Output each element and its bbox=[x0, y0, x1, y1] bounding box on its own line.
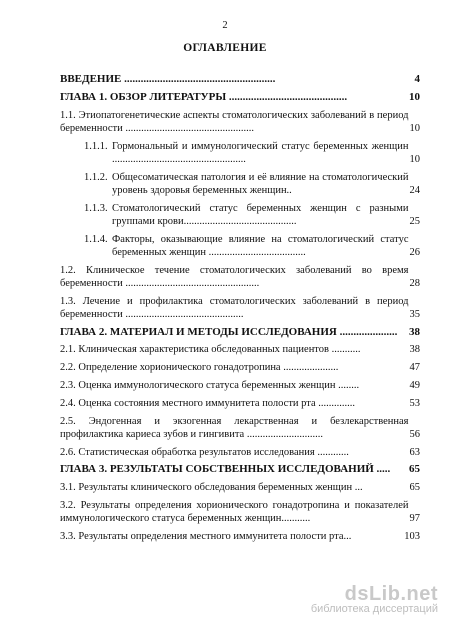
toc-entry-page: 63 bbox=[409, 446, 420, 458]
toc-entry-page: 10 bbox=[409, 90, 420, 103]
toc-heading: ОГЛАВЛЕНИЕ bbox=[183, 42, 267, 54]
toc-entry-title: ГЛАВА 1. ОБЗОР ЛИТЕРАТУРЫ ........................................... bbox=[60, 90, 348, 103]
toc-entry-page: 56 bbox=[409, 428, 420, 440]
toc-entry bbox=[60, 415, 420, 441]
toc-entry-text bbox=[84, 140, 409, 166]
toc-entry bbox=[60, 463, 420, 476]
toc-entry bbox=[60, 73, 420, 86]
toc-entry-title: ГЛАВА 3. РЕЗУЛЬТАТЫ СОБСТВЕННЫХ ИССЛЕДОВАНИЙ ..... bbox=[60, 463, 391, 476]
toc-entry bbox=[60, 499, 420, 525]
toc-entry-text bbox=[84, 171, 409, 197]
toc-entry bbox=[60, 343, 420, 356]
toc-entry-title: 2.6. Статистическая обработка результатов исследования ............ bbox=[60, 446, 349, 458]
toc-entry bbox=[60, 446, 420, 459]
toc-entry-title: Общесоматическая патология и её влияние на стоматологический уровень здоровья беременных женщин.. bbox=[112, 171, 409, 196]
toc-entry-title: Гормональный и иммунологический статус беременных женщин ................................................... bbox=[112, 140, 409, 165]
toc-entry-number: 1.1.4. bbox=[84, 233, 108, 245]
toc-entry-page: 24 bbox=[409, 184, 420, 196]
toc-entry-page: 103 bbox=[404, 530, 420, 542]
toc-entry bbox=[60, 233, 420, 259]
watermark bbox=[311, 583, 438, 615]
toc-entry-page: 10 bbox=[409, 153, 420, 165]
toc-entry-page: 65 bbox=[409, 482, 420, 494]
toc-entry-page: 53 bbox=[409, 397, 420, 409]
toc-entry bbox=[60, 171, 420, 197]
toc-entry bbox=[60, 326, 420, 339]
toc-entry-title: ГЛАВА 2. МАТЕРИАЛ И МЕТОДЫ ИССЛЕДОВАНИЯ ..................... bbox=[60, 325, 398, 338]
toc-entry-page: 10 bbox=[409, 122, 420, 134]
toc-entry-page: 65 bbox=[409, 463, 420, 476]
toc-entry-page: 38 bbox=[409, 344, 420, 356]
toc-entry bbox=[60, 295, 420, 321]
toc-entry bbox=[60, 140, 420, 166]
toc-entry-page: 49 bbox=[409, 379, 420, 391]
toc-entry bbox=[60, 91, 420, 104]
toc-entry-number: 1.1.2. bbox=[84, 171, 108, 183]
toc-entry-page: 38 bbox=[409, 325, 420, 338]
toc-entry-title: Стоматологический статус беременных женщин с разными группами крови........................................... bbox=[112, 202, 409, 227]
watermark-tagline: библиотека диссертаций bbox=[310, 603, 438, 615]
toc-entry-title: 3.3. Результаты определения местного иммунитета полости рта... bbox=[60, 530, 352, 542]
watermark-brand: dsLib.net bbox=[344, 583, 438, 605]
toc-entry bbox=[60, 397, 420, 410]
toc-entry-title: 2.1. Клиническая характеристика обследованных пациентов ........... bbox=[60, 344, 361, 356]
toc-entry-title: ВВЕДЕНИЕ ....................................................... bbox=[60, 73, 276, 85]
toc-entry-page: 28 bbox=[409, 277, 420, 289]
toc-entry-title: Факторы, оказывающие влияние на стоматологический статус беременных женщин ..................................... bbox=[112, 233, 409, 258]
toc-entry-text bbox=[84, 202, 409, 228]
toc-entry-page: 47 bbox=[409, 362, 420, 374]
toc-entry-number: 1.1.3. bbox=[84, 202, 108, 214]
toc-entry bbox=[60, 264, 420, 290]
toc-entry-text bbox=[84, 233, 409, 259]
toc-entry-page: 4 bbox=[414, 73, 420, 85]
toc-entry-title: 1.2. Клиническое течение стоматологических заболеваний во время беременности ................................................... bbox=[60, 264, 409, 289]
toc-entry-title: 1.3. Лечение и профилактика стоматологических заболеваний в период беременности ............................................. bbox=[60, 295, 409, 320]
toc-entry-title: 2.3. Оценка иммунологического статуса беременных женщин ........ bbox=[60, 379, 360, 391]
toc-entry bbox=[60, 109, 420, 135]
toc-entry-title: 1.1. Этиопатогенетические аспекты стоматологических заболеваний в период беременности ................................................. bbox=[60, 109, 409, 134]
toc-entry bbox=[60, 530, 420, 543]
toc-entry-page: 25 bbox=[409, 215, 420, 227]
table-of-contents bbox=[60, 73, 420, 548]
toc-entry-page: 26 bbox=[409, 246, 420, 258]
toc-entry bbox=[60, 481, 420, 494]
toc-entry bbox=[60, 379, 420, 392]
toc-entry-page: 35 bbox=[409, 308, 420, 320]
toc-entry bbox=[60, 202, 420, 228]
toc-entry bbox=[60, 361, 420, 374]
page-number: 2 bbox=[222, 20, 228, 31]
toc-entry-title: 2.5. Эндогенная и экзогенная лекарственная и безлекарственная профилактика кариеса зубов и гингивита ............................. bbox=[60, 415, 409, 440]
toc-entry-number: 1.1.1. bbox=[84, 140, 108, 152]
toc-entry-title: 2.4. Оценка состояния местного иммунитета полости рта .............. bbox=[60, 397, 356, 409]
toc-entry-title: 3.2. Результаты определения хорионического гонадотропина и показателей иммунологического статуса беременных женщин........... bbox=[60, 499, 409, 525]
toc-entry-title: 2.2. Определение хорионического гонадотропина ..................... bbox=[60, 362, 339, 374]
toc-entry-page: 97 bbox=[409, 513, 420, 525]
toc-entry-title: 3.1. Результаты клинического обследования беременных женщин ... bbox=[60, 482, 363, 494]
